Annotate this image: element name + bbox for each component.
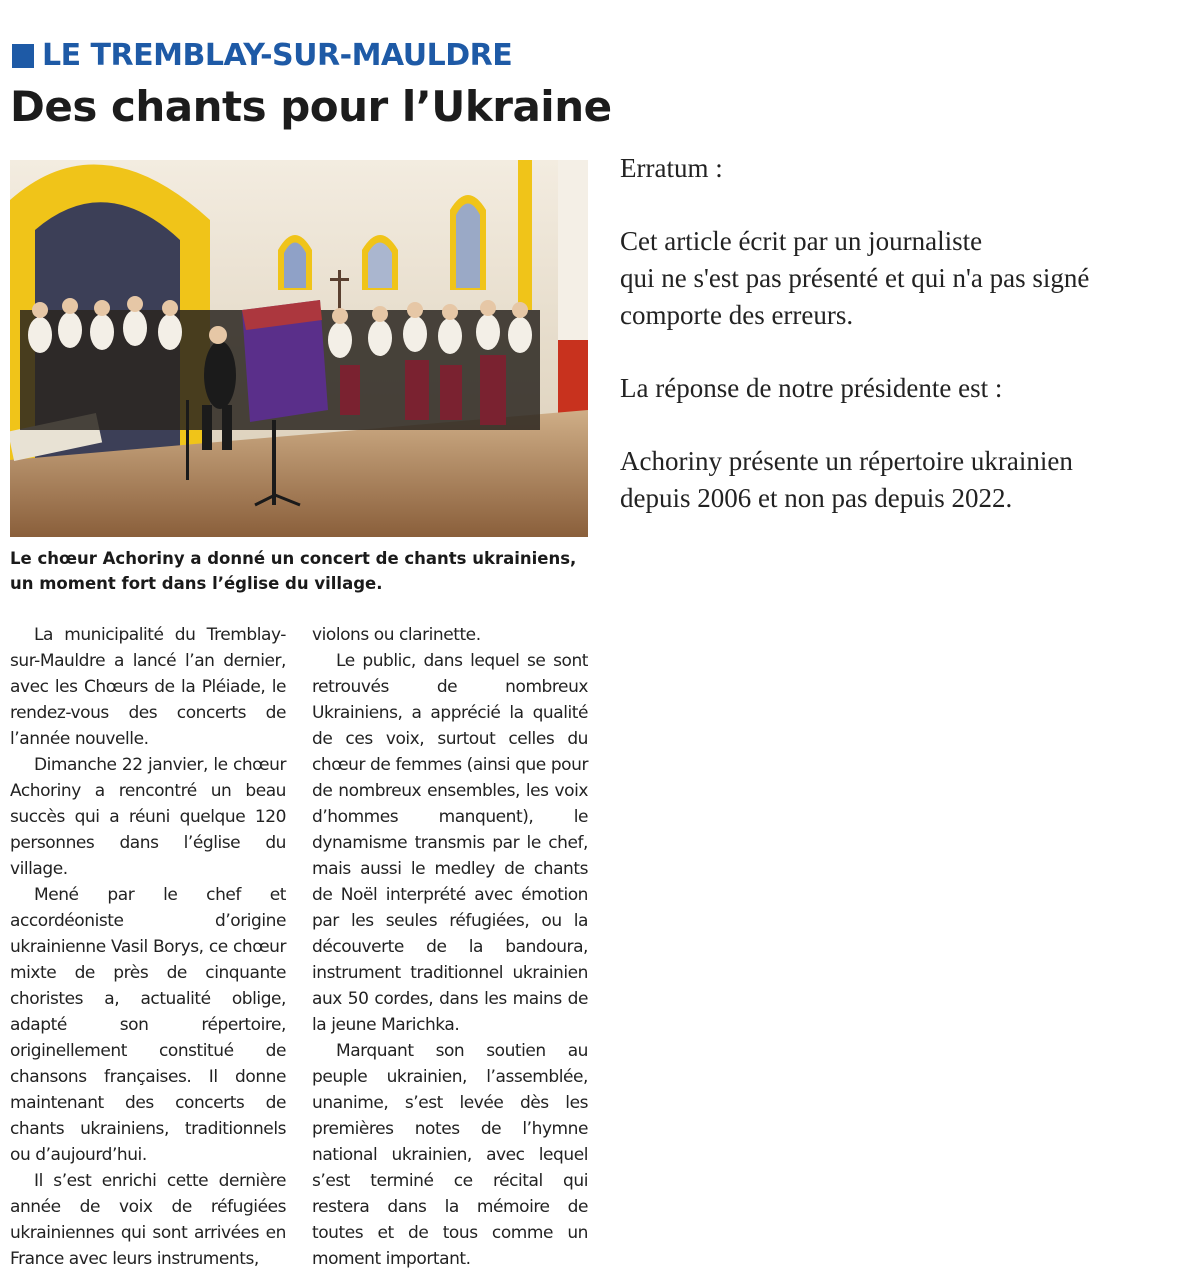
article-paragraph: La municipalité du Tremblay-sur-Mauldre a lancé l’an dernier, avec les Chœurs de la Pléiade, le rendez-vous des concerts de l’année nouvelle. xyxy=(10,625,286,749)
article-column-1 xyxy=(10,622,286,1272)
erratum-line: Cet article écrit par un journaliste xyxy=(620,226,983,256)
erratum-paragraph xyxy=(620,223,1195,334)
erratum-note xyxy=(620,150,1195,553)
kicker-square-icon xyxy=(12,44,34,68)
article-paragraph: Mené par le chef et accordéoniste d’origine ukrainienne Vasil Borys, ce chœur mixte de près de cinquante choristes a, actualité oblige, adapté son répertoire, originellement constitué de chansons françaises. Il donne maintenant des concerts de chants ukrainiens, traditionnels ou d’aujourd’hui. xyxy=(10,885,286,1165)
article-paragraph: Marquant son soutien au peuple ukrainien, l’assemblée, unanime, s’est levée dès les premières notes de l’hymne national ukrainien, avec lequel s’est terminé ce récital qui restera dans la mémoire de toutes et de tous comme un moment important. xyxy=(312,1041,588,1269)
choir-church-photo xyxy=(10,160,588,537)
article-paragraph: Il s’est enrichi cette dernière année de voix de réfugiées ukrainiennes qui sont arrivées en France avec leurs instruments, xyxy=(10,1171,286,1269)
article-paragraph: Le public, dans lequel se sont retrouvés de nombreux Ukrainiens, a apprécié la qualité de ces voix, surtout celles du chœur de femmes (ainsi que pour de nombreux ensembles, les voix d’hommes manquent), le dynamisme transmis par le chef, mais aussi le medley de chants de Noël interprété avec émotion par les seules réfugiées, ou la découverte de la bandoura, instrument traditionnel ukrainien aux 50 cordes, dans les mains de la jeune Marichka. xyxy=(312,651,588,1035)
article-column-2 xyxy=(312,622,588,1272)
erratum-paragraph: La réponse de notre présidente est : xyxy=(620,373,1003,403)
article-paragraph: Dimanche 22 janvier, le chœur Achoriny a rencontré un beau succès qui a réuni quelque 120 personnes dans l’église du village. xyxy=(10,755,286,879)
erratum-line: depuis 2006 et non pas depuis 2022. xyxy=(620,483,1013,513)
erratum-line: comporte des erreurs. xyxy=(620,300,854,330)
erratum-line: Achoriny présente un répertoire ukrainien xyxy=(620,446,1073,476)
erratum-paragraph xyxy=(620,443,1195,517)
erratum-line: qui ne s'est pas présenté et qui n'a pas signé xyxy=(620,263,1090,293)
photo-caption xyxy=(10,546,590,596)
erratum-title: Erratum : xyxy=(620,153,723,183)
caption-line: Le chœur Achoriny a donné un concert de chants ukrainiens, xyxy=(10,549,577,568)
article-headline: Des chants pour l’Ukraine xyxy=(10,82,612,131)
caption-line: un moment fort dans l’église du village. xyxy=(10,574,383,593)
section-kicker xyxy=(12,38,512,73)
location-label: LE TREMBLAY-SUR-MAULDRE xyxy=(42,38,513,73)
article-paragraph: violons ou clarinette. xyxy=(312,625,481,645)
